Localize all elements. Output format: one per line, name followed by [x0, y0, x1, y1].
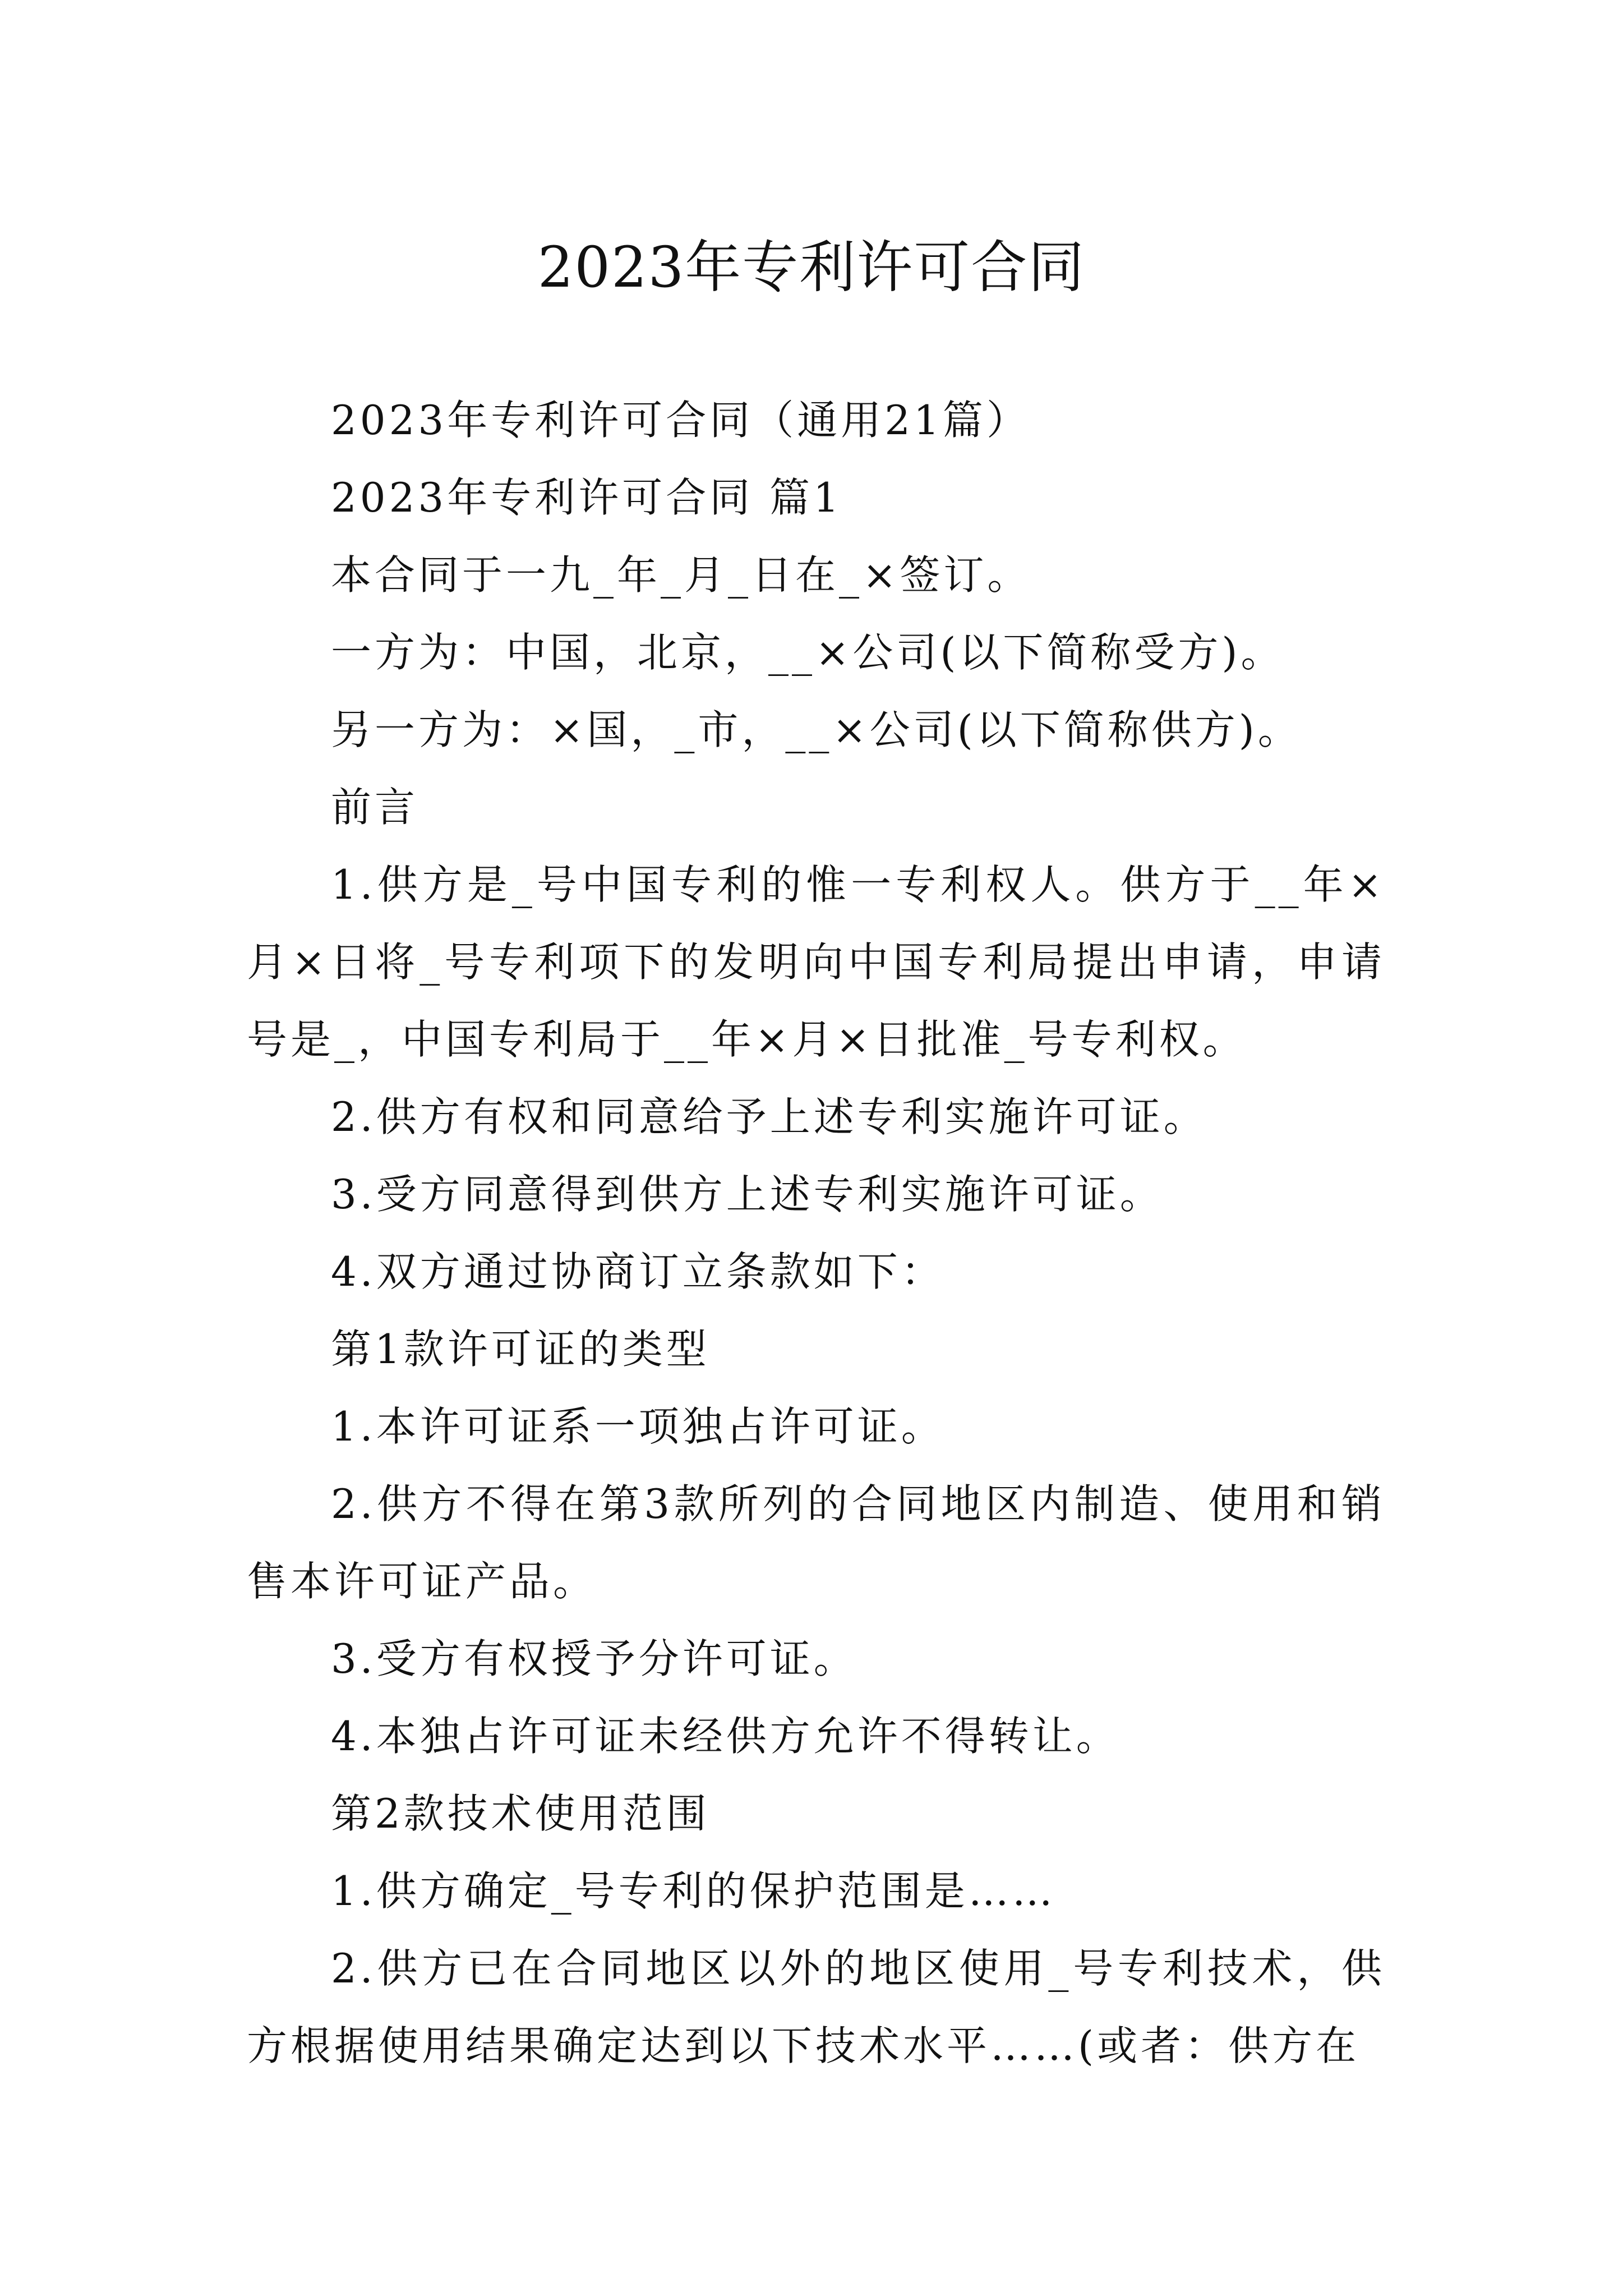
paragraph-preface-item-4: 4.双方通过协商订立条款如下： [331, 1248, 945, 1295]
paragraph-preface-item-3: 3.受方同意得到供方上述专利实施许可证。 [331, 1171, 1164, 1218]
document-title: 2023年专利许可合同 [537, 234, 1086, 300]
paragraph-preface-heading: 前言 [331, 784, 419, 831]
paragraph-collection-title: 2023年专利许可合同（通用21篇） [331, 397, 1030, 444]
paragraph-article-heading: 2023年专利许可合同 篇1 [331, 474, 842, 521]
paragraph-clause-1-item-4: 4.本独占许可证未经供方允许不得转让。 [331, 1713, 1120, 1760]
paragraph-clause-1-item-1: 1.本许可证系一项独占许可证。 [331, 1403, 945, 1450]
paragraph-clause-1-item-2: 2.供方不得在第3款所列的合同地区内制造、使用和销售本许可证产品。 [247, 1480, 1385, 1605]
paragraph-preface-item-1: 1.供方是_号中国专利的惟一专利权人。供方于__年×月×日将_号专利项下的发明向中国专利局提出申请，申请号是_，中国专利局于__年×月×日批准_号专利权。 [247, 861, 1385, 1063]
paragraph-clause-2-item-2: 2.供方已在合同地区以外的地区使用_号专利技术，供方根据使用结果确定达到以下技术水平……(或者：供方在 [247, 1945, 1385, 2069]
paragraph-clause-2-heading: 第2款技术使用范围 [331, 1790, 710, 1837]
paragraph-party-licensor: 另一方为：×国，_市，__×公司(以下简称供方)。 [331, 706, 1302, 753]
paragraph-party-licensee: 一方为：中国，北京，__×公司(以下简称受方)。 [331, 629, 1285, 676]
document-body [247, 381, 1385, 2085]
paragraph-preface-item-2: 2.供方有权和同意给予上述专利实施许可证。 [331, 1093, 1207, 1140]
paragraph-clause-1-item-3: 3.受方有权授予分许可证。 [331, 1635, 857, 1682]
paragraph-signing-date: 本合同于一九_年_月_日在_×签订。 [331, 551, 1031, 599]
paragraph-clause-2-item-1: 1.供方确定_号专利的保护范围是…… [331, 1867, 1056, 1915]
paragraph-clause-1-heading: 第1款许可证的类型 [331, 1326, 710, 1373]
